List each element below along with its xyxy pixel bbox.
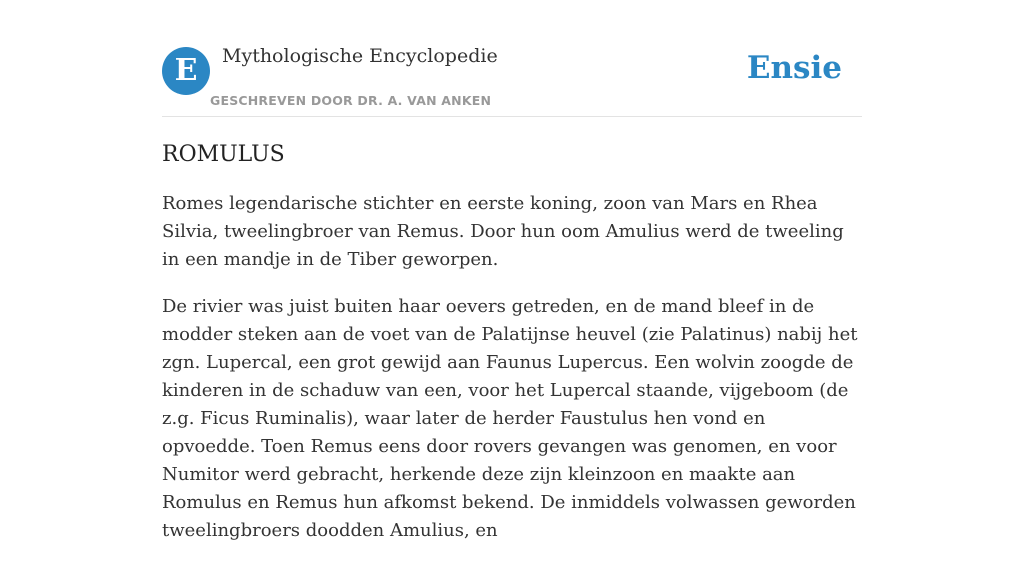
book-logo-icon[interactable]: E [162,47,210,95]
author-byline: GESCHREVEN DOOR DR. A. VAN ANKEN [210,93,492,108]
entry-title: ROMULUS [162,142,285,167]
ensie-logo-link[interactable]: Ensie [746,50,842,86]
entry-paragraph: De rivier was juist buiten haar oevers getreden, en de mand bleef in de modder steken aan de voet van de Palatijnse heuvel (zie Palatinus) nabij het zgn. Lupercal, een grot gewijd aan Faunus Lupercus. Een wolvin zoogde de kinderen in de schaduw van een, voor het Lupercal staande, vijgeboom (de z.g. Ficus Ruminalis), waar later de herder Faustulus hen vond en opvoedde. Toen Remus eens door rovers gevangen was genomen, en voor Numitor werd gebracht, herkende deze zijn kleinzoon en maakte aan Romulus en Remus hun afkomst bekend. De inmiddels volwassen geworden tweelingbroers doodden Amulius, en [162,296,858,541]
book-title-link[interactable]: Mythologische Encyclopedie [222,45,498,67]
entry-paragraph: Romes legendarische stichter en eerste koning, zoon van Mars en Rhea Silvia, tweelingbroer van Remus. Door hun oom Amulius werd de tweeling in een mandje in de Tiber geworpen. [162,193,844,270]
entry-content [162,138,862,564]
header [162,0,862,117]
